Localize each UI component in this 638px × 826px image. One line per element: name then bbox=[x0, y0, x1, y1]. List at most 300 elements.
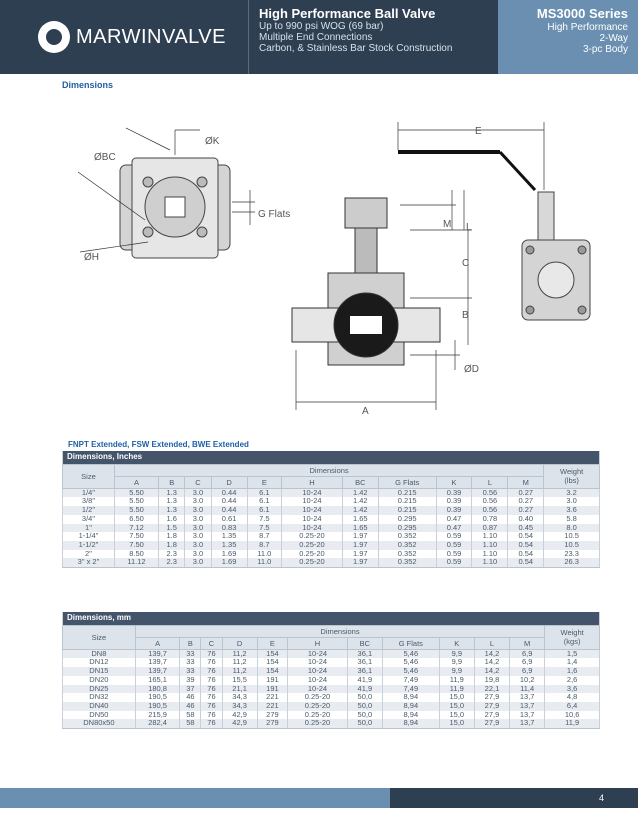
table-cell: 6.50 bbox=[114, 515, 158, 524]
table-cell: 3.0 bbox=[185, 488, 211, 497]
label-g-flats: G Flats bbox=[258, 209, 291, 220]
table-cell: 27,9 bbox=[474, 711, 509, 720]
end-view-left bbox=[120, 158, 230, 258]
column-header: A bbox=[135, 637, 180, 649]
table-cell: 46 bbox=[180, 702, 201, 711]
weight-unit: (kgs) bbox=[563, 637, 581, 647]
mm-table-body bbox=[63, 649, 600, 728]
table-cell: 3.2 bbox=[544, 488, 600, 497]
size-cell: 2" bbox=[63, 550, 115, 559]
table-cell: 21,1 bbox=[222, 685, 257, 694]
column-header-row bbox=[63, 637, 600, 649]
table-cell: 1.69 bbox=[211, 558, 247, 567]
table-cell: 0.56 bbox=[472, 497, 508, 506]
table-cell: 7.5 bbox=[247, 515, 282, 524]
table-cell: 19,8 bbox=[474, 676, 509, 685]
table-cell: 1.69 bbox=[211, 550, 247, 559]
size-cell: 1/2" bbox=[63, 506, 115, 515]
table-cell: 3.0 bbox=[185, 515, 211, 524]
table-cell: 0.44 bbox=[211, 506, 247, 515]
table-row bbox=[63, 702, 600, 711]
mm-dimensions-table bbox=[62, 612, 600, 729]
table-cell: 1.10 bbox=[472, 532, 508, 541]
table-cell: 1.65 bbox=[342, 515, 378, 524]
page-number: 4 bbox=[390, 788, 638, 808]
table-cell: 10,6 bbox=[545, 711, 600, 720]
table-cell: 10-24 bbox=[288, 676, 348, 685]
table-cell: 10.5 bbox=[544, 541, 600, 550]
size-cell: DN15 bbox=[63, 667, 136, 676]
table-cell: 0.54 bbox=[508, 532, 544, 541]
table-row bbox=[63, 693, 600, 702]
table-cell: 154 bbox=[257, 649, 287, 658]
table-cell: 1.97 bbox=[342, 532, 378, 541]
label-b: B bbox=[462, 310, 469, 321]
label-m: M bbox=[443, 219, 452, 230]
table-cell: 5.50 bbox=[114, 506, 158, 515]
column-header: L bbox=[474, 637, 509, 649]
page-footer bbox=[0, 788, 638, 808]
table-cell: 0.54 bbox=[508, 541, 544, 550]
table-cell: 0.47 bbox=[436, 524, 472, 533]
table-cell: 58 bbox=[180, 719, 201, 728]
table-cell: 13,7 bbox=[510, 693, 545, 702]
table-cell: 0.56 bbox=[472, 506, 508, 515]
column-header: A bbox=[114, 476, 158, 488]
product-title: High Performance Ball Valve bbox=[259, 6, 436, 21]
size-cell: 1-1/2" bbox=[63, 541, 115, 550]
size-cell: 1" bbox=[63, 524, 115, 533]
table-cell: 0.25-20 bbox=[288, 711, 348, 720]
table-cell: 3.0 bbox=[185, 497, 211, 506]
table-cell: 1.97 bbox=[342, 558, 378, 567]
table-cell: 58 bbox=[180, 711, 201, 720]
table-cell: 154 bbox=[257, 658, 287, 667]
table-cell: 0.352 bbox=[378, 541, 436, 550]
table-row bbox=[63, 685, 600, 694]
table-cell: 282,4 bbox=[135, 719, 180, 728]
column-header: M bbox=[510, 637, 545, 649]
valve-dimension-drawing bbox=[60, 110, 600, 435]
series-title: MS3000 Series bbox=[536, 6, 628, 21]
table-cell: 41,9 bbox=[347, 685, 382, 694]
table-cell: 5,46 bbox=[382, 658, 439, 667]
table-cell: 34,3 bbox=[222, 702, 257, 711]
table-cell: 279 bbox=[257, 719, 287, 728]
product-line: Multiple End Connections bbox=[259, 32, 373, 43]
column-header: B bbox=[159, 476, 185, 488]
table-cell: 14,2 bbox=[474, 667, 509, 676]
table-cell: 1.42 bbox=[342, 497, 378, 506]
table-row bbox=[63, 711, 600, 720]
weight-unit: (lbs) bbox=[564, 476, 579, 486]
dimensions-header: Dimensions bbox=[114, 464, 543, 476]
table-cell: 27,9 bbox=[474, 693, 509, 702]
table-cell: 5,46 bbox=[382, 667, 439, 676]
table-cell: 10-24 bbox=[288, 649, 348, 658]
column-header: E bbox=[257, 637, 287, 649]
table-cell: 0.44 bbox=[211, 488, 247, 497]
table-cell: 8.0 bbox=[544, 524, 600, 533]
table-cell: 11.0 bbox=[247, 558, 282, 567]
table-cell: 0.39 bbox=[436, 488, 472, 497]
table-cell: 0.59 bbox=[436, 558, 472, 567]
footer-bar bbox=[0, 788, 390, 808]
series-line: 3-pc Body bbox=[582, 44, 628, 55]
table-cell: 0.25-20 bbox=[282, 541, 343, 550]
table-cell: 9,9 bbox=[439, 649, 474, 658]
table-cell: 27,9 bbox=[474, 702, 509, 711]
table-cell: 3.0 bbox=[544, 497, 600, 506]
table-cell: 13,7 bbox=[510, 711, 545, 720]
table-cell: 14,2 bbox=[474, 658, 509, 667]
table-cell: 23.3 bbox=[544, 550, 600, 559]
size-cell: DN20 bbox=[63, 676, 136, 685]
table-row bbox=[63, 658, 600, 667]
table-cell: 0.295 bbox=[378, 515, 436, 524]
table-cell: 0.27 bbox=[508, 488, 544, 497]
column-header: B bbox=[180, 637, 201, 649]
table-cell: 9,9 bbox=[439, 658, 474, 667]
table-cell: 139,7 bbox=[135, 658, 180, 667]
table-cell: 0.215 bbox=[378, 497, 436, 506]
table-cell: 0.78 bbox=[472, 515, 508, 524]
table-cell: 76 bbox=[201, 685, 222, 694]
table-cell: 9,9 bbox=[439, 667, 474, 676]
table-cell: 0.215 bbox=[378, 506, 436, 515]
table-cell: 0.25-20 bbox=[288, 693, 348, 702]
table-cell: 6,9 bbox=[510, 649, 545, 658]
table-cell: 0.25-20 bbox=[282, 532, 343, 541]
weight-header bbox=[545, 625, 600, 649]
table-cell: 6.1 bbox=[247, 506, 282, 515]
product-line: Carbon, & Stainless Bar Stock Construction bbox=[259, 43, 453, 54]
table-cell: 34,3 bbox=[222, 693, 257, 702]
table-cell: 10.5 bbox=[544, 532, 600, 541]
table-cell: 0.352 bbox=[378, 532, 436, 541]
table-cell: 11.12 bbox=[114, 558, 158, 567]
series-line: High Performance bbox=[547, 22, 628, 33]
table-cell: 221 bbox=[257, 702, 287, 711]
section-title: Dimensions bbox=[62, 80, 114, 90]
weight-label: Weight bbox=[560, 467, 584, 477]
table-cell: 3.0 bbox=[185, 550, 211, 559]
column-header: BC bbox=[347, 637, 382, 649]
table-cell: 8,94 bbox=[382, 693, 439, 702]
label-a: A bbox=[362, 406, 369, 417]
table-cell: 1,5 bbox=[545, 649, 600, 658]
table-cell: 76 bbox=[201, 676, 222, 685]
column-header: E bbox=[247, 476, 282, 488]
table-cell: 6,9 bbox=[510, 667, 545, 676]
page-header bbox=[0, 0, 638, 74]
table-cell: 76 bbox=[201, 702, 222, 711]
table-title: Dimensions, Inches bbox=[63, 451, 600, 464]
table-cell: 0.54 bbox=[508, 550, 544, 559]
table-cell: 8,94 bbox=[382, 702, 439, 711]
table-cell: 6,4 bbox=[545, 702, 600, 711]
table-cell: 10-24 bbox=[282, 515, 343, 524]
table-cell: 0.352 bbox=[378, 558, 436, 567]
table-cell: 22,1 bbox=[474, 685, 509, 694]
series-block bbox=[498, 0, 638, 74]
table-cell: 8.7 bbox=[247, 532, 282, 541]
column-header: H bbox=[282, 476, 343, 488]
table-cell: 10-24 bbox=[282, 524, 343, 533]
table-cell: 26.3 bbox=[544, 558, 600, 567]
table-cell: 39 bbox=[180, 676, 201, 685]
table-cell: 1.8 bbox=[159, 541, 185, 550]
side-view-dimension-lines bbox=[398, 122, 544, 190]
column-header: L bbox=[472, 476, 508, 488]
table-cell: 1.42 bbox=[342, 488, 378, 497]
table-cell: 13,7 bbox=[510, 719, 545, 728]
table-cell: 3.0 bbox=[185, 506, 211, 515]
label-e: E bbox=[475, 126, 482, 137]
table-cell: 1.3 bbox=[159, 488, 185, 497]
weight-label: Weight bbox=[560, 628, 584, 638]
brand-name: MARWINVALVE bbox=[76, 25, 226, 48]
table-cell: 1.42 bbox=[342, 506, 378, 515]
column-header: D bbox=[211, 476, 247, 488]
table-cell: 8.7 bbox=[247, 541, 282, 550]
valve-cutaway bbox=[292, 198, 440, 365]
table-cell: 15,0 bbox=[439, 711, 474, 720]
table-cell: 139,7 bbox=[135, 667, 180, 676]
table-cell: 0.47 bbox=[436, 515, 472, 524]
size-cell: DN32 bbox=[63, 693, 136, 702]
inch-table-body bbox=[63, 488, 600, 567]
table-cell: 41,9 bbox=[347, 676, 382, 685]
column-header: K bbox=[436, 476, 472, 488]
table-cell: 15,0 bbox=[439, 693, 474, 702]
table-cell: 139,7 bbox=[135, 649, 180, 658]
table-cell: 36,1 bbox=[347, 658, 382, 667]
table-cell: 33 bbox=[180, 649, 201, 658]
series-line: 2-Way bbox=[599, 33, 628, 44]
table-cell: 1.10 bbox=[472, 541, 508, 550]
table-title: Dimensions, mm bbox=[63, 612, 600, 625]
table-row bbox=[63, 719, 600, 728]
size-cell: DN50 bbox=[63, 711, 136, 720]
table-cell: 279 bbox=[257, 711, 287, 720]
table-cell: 10-24 bbox=[288, 685, 348, 694]
table-cell: 33 bbox=[180, 667, 201, 676]
table-cell: 191 bbox=[257, 685, 287, 694]
table-cell: 190,5 bbox=[135, 702, 180, 711]
table-cell: 8,94 bbox=[382, 711, 439, 720]
column-header: H bbox=[288, 637, 348, 649]
label-d: ØD bbox=[464, 364, 479, 375]
table-cell: 76 bbox=[201, 667, 222, 676]
table-cell: 11,9 bbox=[545, 719, 600, 728]
label-k: ØK bbox=[205, 136, 220, 147]
table-cell: 50,0 bbox=[347, 702, 382, 711]
table-cell: 46 bbox=[180, 693, 201, 702]
table-cell: 15,0 bbox=[439, 702, 474, 711]
table-cell: 0.59 bbox=[436, 541, 472, 550]
size-cell: DN40 bbox=[63, 702, 136, 711]
table-cell: 1.65 bbox=[342, 524, 378, 533]
table-cell: 1.97 bbox=[342, 550, 378, 559]
table-cell: 33 bbox=[180, 658, 201, 667]
table-cell: 10-24 bbox=[282, 497, 343, 506]
table-cell: 1,4 bbox=[545, 658, 600, 667]
column-header: M bbox=[508, 476, 544, 488]
table-cell: 6.1 bbox=[247, 488, 282, 497]
table-cell: 3.0 bbox=[185, 541, 211, 550]
table-cell: 10-24 bbox=[288, 667, 348, 676]
table-cell: 1.97 bbox=[342, 541, 378, 550]
size-cell: 1/4" bbox=[63, 488, 115, 497]
table-cell: 0.27 bbox=[508, 506, 544, 515]
table-cell: 0.54 bbox=[508, 558, 544, 567]
table-cell: 76 bbox=[201, 693, 222, 702]
table-cell: 0.39 bbox=[436, 497, 472, 506]
valve-drawing-svg bbox=[60, 110, 600, 435]
label-l: L bbox=[466, 222, 472, 233]
table-row bbox=[63, 558, 600, 567]
table-cell: 2.3 bbox=[159, 558, 185, 567]
column-header: BC bbox=[342, 476, 378, 488]
product-summary bbox=[248, 0, 498, 74]
table-cell: 1.5 bbox=[159, 524, 185, 533]
table-cell: 0.61 bbox=[211, 515, 247, 524]
table-cell: 14,2 bbox=[474, 649, 509, 658]
table-cell: 76 bbox=[201, 658, 222, 667]
table-cell: 15,0 bbox=[439, 719, 474, 728]
table-cell: 165,1 bbox=[135, 676, 180, 685]
table-cell: 0.352 bbox=[378, 550, 436, 559]
table-cell: 1.6 bbox=[159, 515, 185, 524]
table-cell: 42,9 bbox=[222, 719, 257, 728]
table-cell: 0.56 bbox=[472, 488, 508, 497]
table-cell: 1.3 bbox=[159, 497, 185, 506]
table-cell: 0.25-20 bbox=[288, 702, 348, 711]
table-cell: 11,2 bbox=[222, 649, 257, 658]
table-cell: 11,4 bbox=[510, 685, 545, 694]
size-cell: 3/4" bbox=[63, 515, 115, 524]
column-header: G Flats bbox=[382, 637, 439, 649]
table-cell: 3,6 bbox=[545, 685, 600, 694]
table-cell: 7,49 bbox=[382, 676, 439, 685]
size-cell: DN25 bbox=[63, 685, 136, 694]
table-cell: 76 bbox=[201, 649, 222, 658]
column-header: C bbox=[185, 476, 211, 488]
table-cell: 4,8 bbox=[545, 693, 600, 702]
table-cell: 8.50 bbox=[114, 550, 158, 559]
table-cell: 0.25-20 bbox=[288, 719, 348, 728]
table-cell: 5.8 bbox=[544, 515, 600, 524]
label-c: C bbox=[462, 258, 470, 269]
table-cell: 0.45 bbox=[508, 524, 544, 533]
table-cell: 7,49 bbox=[382, 685, 439, 694]
table-cell: 1.3 bbox=[159, 506, 185, 515]
dimensions-header: Dimensions bbox=[135, 625, 544, 637]
table-cell: 5.50 bbox=[114, 497, 158, 506]
table-cell: 37 bbox=[180, 685, 201, 694]
table-cell: 5.50 bbox=[114, 488, 158, 497]
table-caption: FNPT Extended, FSW Extended, BWE Extended bbox=[68, 440, 249, 449]
table-cell: 7.12 bbox=[114, 524, 158, 533]
table-cell: 0.25-20 bbox=[282, 558, 343, 567]
size-cell: DN12 bbox=[63, 658, 136, 667]
table-cell: 0.39 bbox=[436, 506, 472, 515]
column-header: G Flats bbox=[378, 476, 436, 488]
table-cell: 8,94 bbox=[382, 719, 439, 728]
table-cell: 0.215 bbox=[378, 488, 436, 497]
table-cell: 11.0 bbox=[247, 550, 282, 559]
table-cell: 10-24 bbox=[282, 488, 343, 497]
table-cell: 0.44 bbox=[211, 497, 247, 506]
table-cell: 50,0 bbox=[347, 711, 382, 720]
table-cell: 15,5 bbox=[222, 676, 257, 685]
table-cell: 0.27 bbox=[508, 497, 544, 506]
table-cell: 1,6 bbox=[545, 667, 600, 676]
table-cell: 13,7 bbox=[510, 702, 545, 711]
table-cell: 7.5 bbox=[247, 524, 282, 533]
table-cell: 76 bbox=[201, 711, 222, 720]
table-cell: 7.50 bbox=[114, 541, 158, 550]
table-cell: 0.295 bbox=[378, 524, 436, 533]
column-header: D bbox=[222, 637, 257, 649]
marwin-logo-icon bbox=[38, 21, 70, 53]
table-row bbox=[63, 667, 600, 676]
table-cell: 50,0 bbox=[347, 719, 382, 728]
table-cell: 221 bbox=[257, 693, 287, 702]
table-cell: 11,2 bbox=[222, 658, 257, 667]
table-cell: 180,8 bbox=[135, 685, 180, 694]
table-cell: 27,9 bbox=[474, 719, 509, 728]
table-cell: 7.50 bbox=[114, 532, 158, 541]
table-cell: 3.6 bbox=[544, 506, 600, 515]
table-cell: 5,46 bbox=[382, 649, 439, 658]
table-cell: 76 bbox=[201, 719, 222, 728]
size-cell: 1-1/4" bbox=[63, 532, 115, 541]
table-cell: 10-24 bbox=[288, 658, 348, 667]
weight-header bbox=[544, 464, 600, 488]
table-cell: 36,1 bbox=[347, 667, 382, 676]
size-cell: 3" x 2" bbox=[63, 558, 115, 567]
table-cell: 6,9 bbox=[510, 658, 545, 667]
table-cell: 1.10 bbox=[472, 558, 508, 567]
table-cell: 50,0 bbox=[347, 693, 382, 702]
table-row bbox=[63, 676, 600, 685]
table-cell: 6.1 bbox=[247, 497, 282, 506]
table-cell: 154 bbox=[257, 667, 287, 676]
table-cell: 1.35 bbox=[211, 541, 247, 550]
table-cell: 11,9 bbox=[439, 685, 474, 694]
table-cell: 42,9 bbox=[222, 711, 257, 720]
table-cell: 191 bbox=[257, 676, 287, 685]
table-cell: 215,9 bbox=[135, 711, 180, 720]
table-cell: 0.59 bbox=[436, 550, 472, 559]
column-header: C bbox=[201, 637, 222, 649]
table-cell: 190,5 bbox=[135, 693, 180, 702]
table-cell: 3.0 bbox=[185, 558, 211, 567]
table-cell: 36,1 bbox=[347, 649, 382, 658]
size-header: Size bbox=[63, 464, 115, 488]
table-cell: 3.0 bbox=[185, 532, 211, 541]
table-cell: 11,9 bbox=[439, 676, 474, 685]
table-cell: 0.83 bbox=[211, 524, 247, 533]
size-cell: DN8 bbox=[63, 649, 136, 658]
table-cell: 0.87 bbox=[472, 524, 508, 533]
table-cell: 2,6 bbox=[545, 676, 600, 685]
column-header: K bbox=[439, 637, 474, 649]
table-cell: 2.3 bbox=[159, 550, 185, 559]
size-cell: DN80x50 bbox=[63, 719, 136, 728]
